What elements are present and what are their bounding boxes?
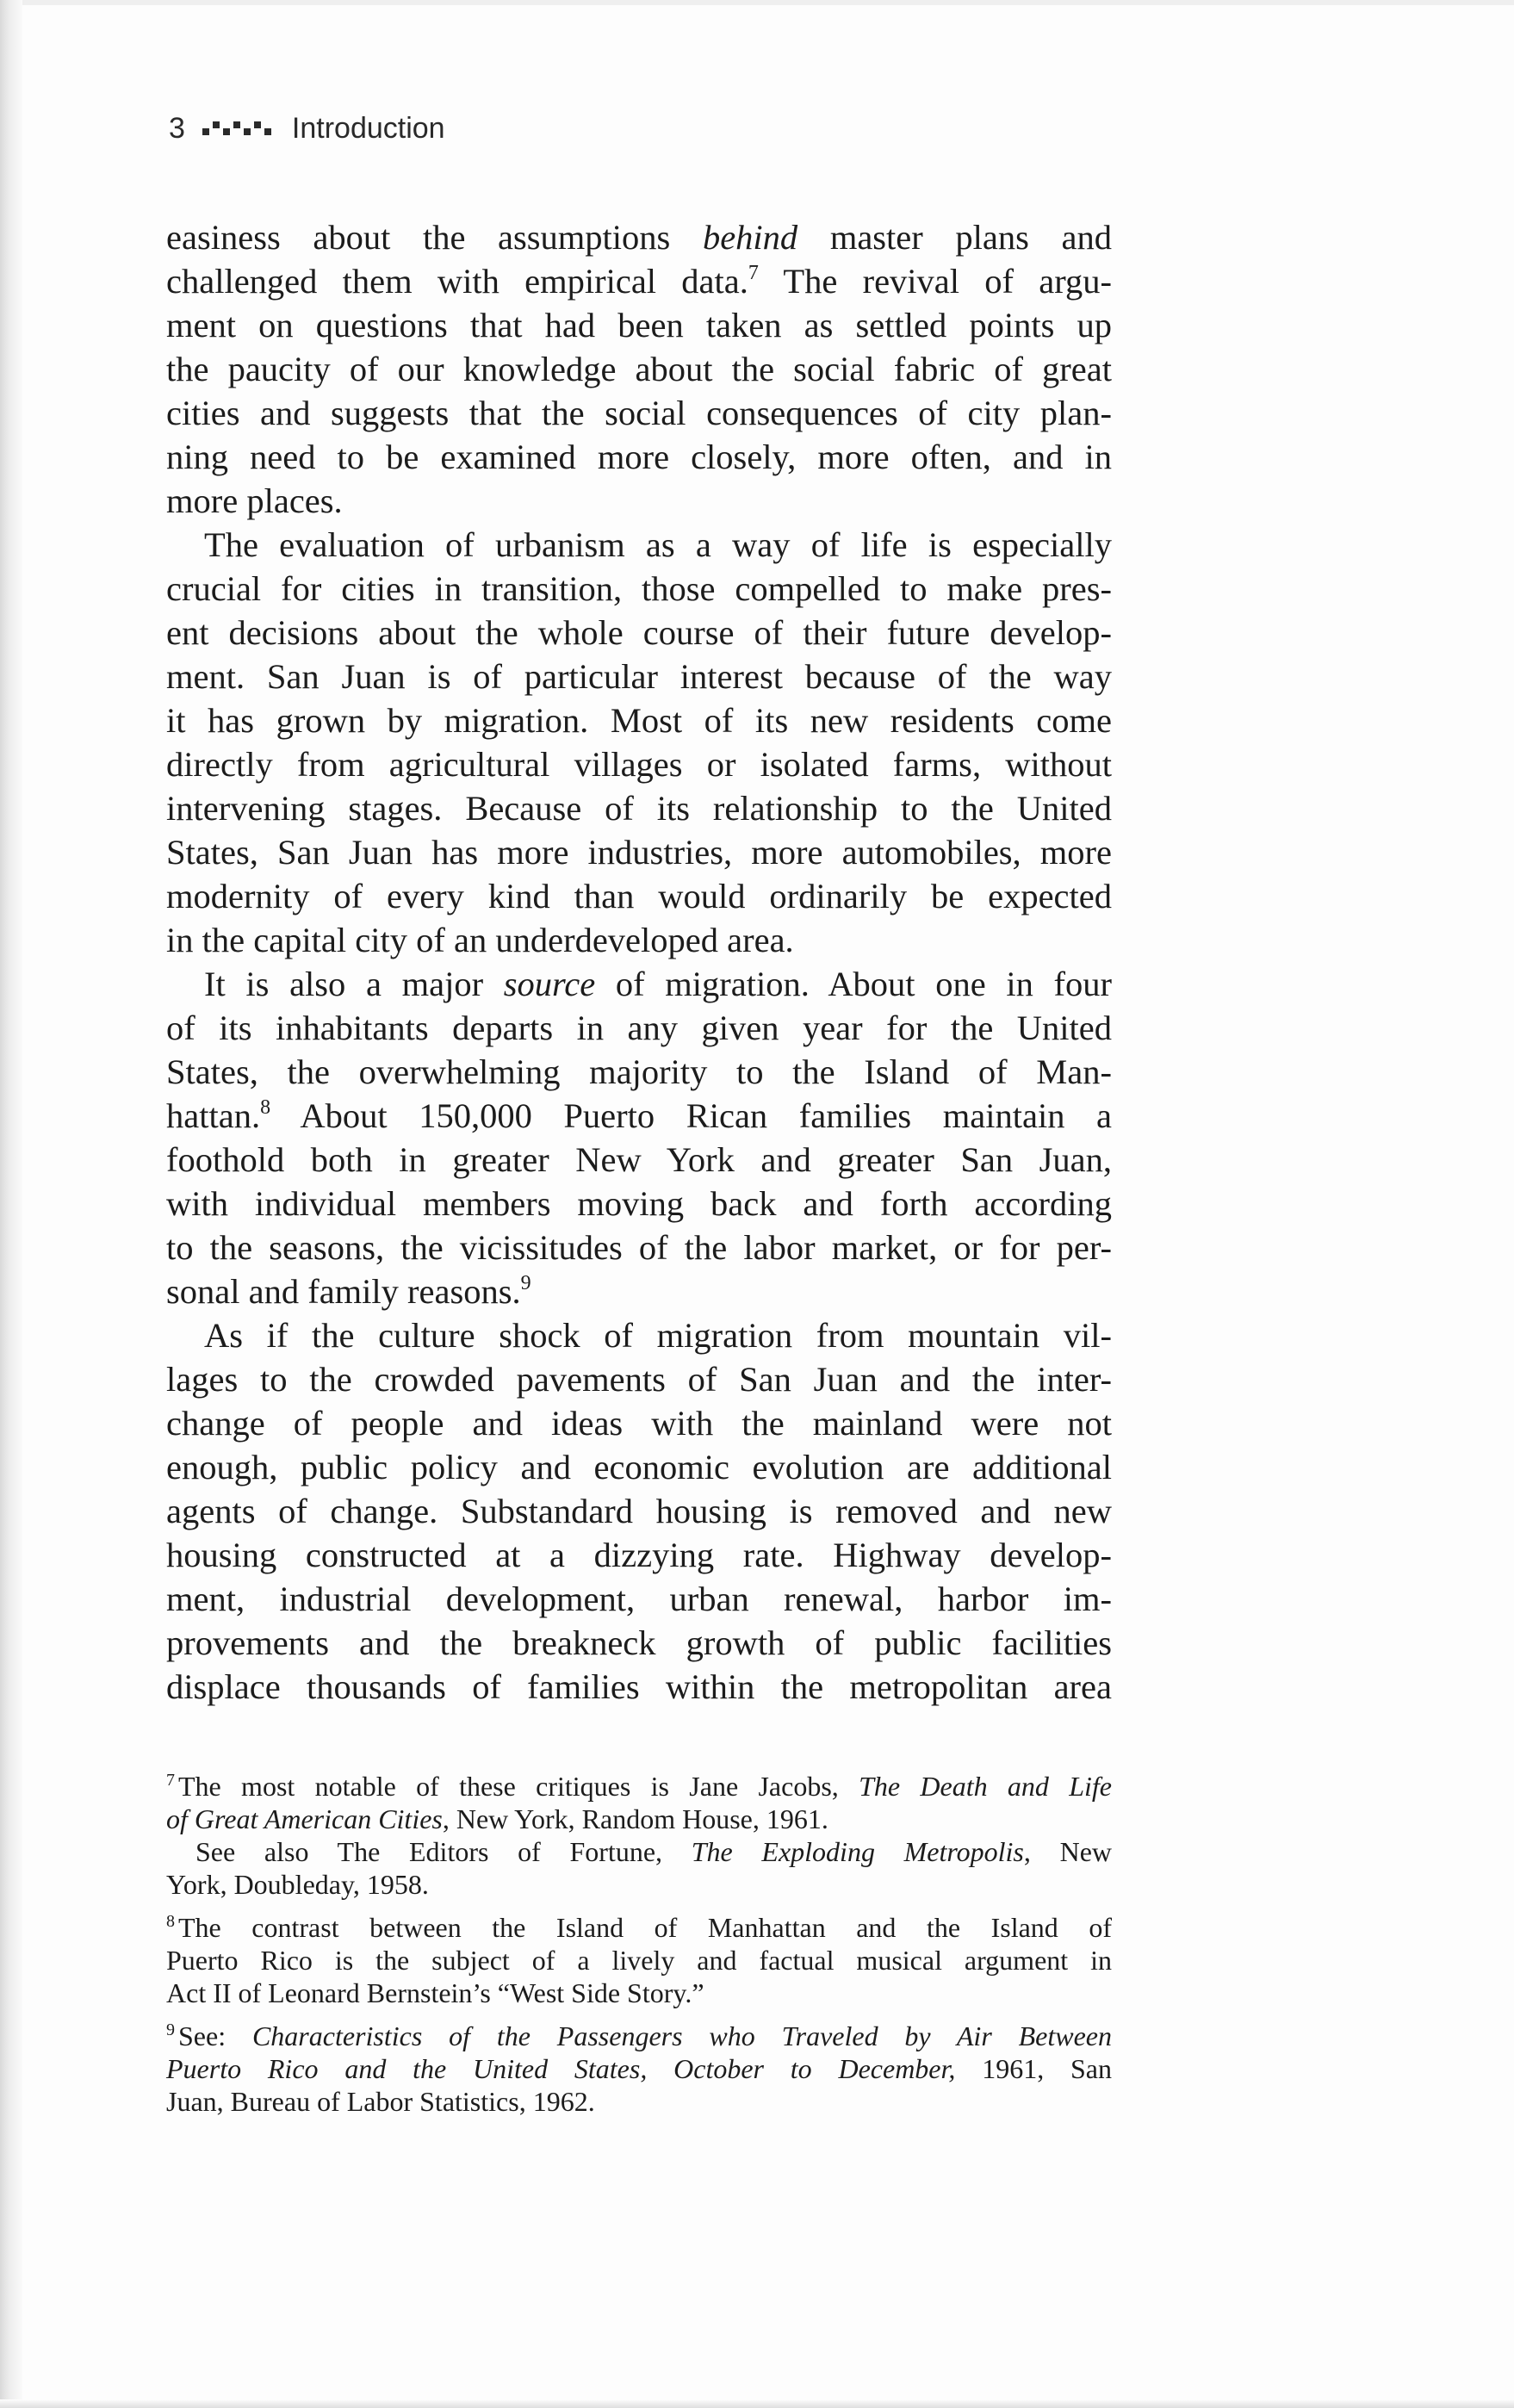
page-bottom-edge bbox=[0, 2399, 1514, 2408]
text-line: enough, public policy and economic evolution are additional bbox=[166, 1448, 1112, 1486]
text-line: ning need to be examined more closely, more often, and in bbox=[166, 438, 1112, 476]
text-line: agents of change. Substandard housing is removed and new bbox=[166, 1492, 1112, 1530]
footnote-8 bbox=[166, 1911, 1112, 2009]
text-line: ment on questions that had been taken as settled points up bbox=[166, 306, 1112, 344]
text-line: States, the overwhelming majority to the Island of Man- bbox=[166, 1052, 1112, 1091]
text-line: ment, industrial development, urban renewal, harbor im- bbox=[166, 1579, 1112, 1618]
text-line: ment. San Juan is of particular interest because of the way bbox=[166, 657, 1112, 696]
footnote-line: $^9$ See: Characteristics of the Passengers who Traveled by Air Between bbox=[166, 2020, 1112, 2051]
text-line: more places. bbox=[166, 481, 343, 520]
text-line: it has grown by migration. Most of its new residents come bbox=[166, 701, 1112, 740]
text-line: to the seasons, the vicissitudes of the labor market, or for per- bbox=[166, 1228, 1112, 1267]
text-line: crucial for cities in transition, those compelled to make pres- bbox=[166, 569, 1112, 608]
text-line: sonal and family reasons.$^9$ bbox=[166, 1272, 531, 1311]
page-top-edge bbox=[0, 0, 1514, 5]
text-line: directly from agricultural villages or isolated farms, without bbox=[166, 745, 1112, 784]
text-line: modernity of every kind than would ordinarily be expected bbox=[166, 877, 1112, 915]
text-line: of its inhabitants departs in any given year for the United bbox=[166, 1009, 1112, 1047]
text-line: challenged them with empirical data.$^7$ The revival of argu- bbox=[166, 262, 1112, 301]
footnote-line: York, Doubleday, 1958. bbox=[166, 1869, 429, 1900]
footnote-line: Puerto Rico and the United States, October to December, 1961, San bbox=[166, 2053, 1113, 2084]
page-number: 3 bbox=[169, 112, 185, 145]
footnote-line: of Great American Cities, New York, Random House, 1961. bbox=[166, 1803, 828, 1834]
text-line: As if the culture shock of migration from mountain vil- bbox=[204, 1316, 1112, 1355]
paragraph bbox=[166, 1313, 1112, 1709]
footnote-ref: 9 bbox=[520, 1272, 531, 1294]
text-line: in the capital city of an underdeveloped area. bbox=[166, 921, 794, 959]
footnote-line: See also The Editors of Fortune, The Exploding Metropolis, New bbox=[195, 1836, 1113, 1867]
text-line: ent decisions about the whole course of their future develop- bbox=[166, 613, 1112, 652]
footnote-7 bbox=[166, 1770, 1112, 1901]
footnote-line: $^8$ The contrast between the Island of Manhattan and the Island of bbox=[166, 1912, 1112, 1943]
text-line: States, San Juan has more industries, more automobiles, more bbox=[166, 833, 1112, 872]
text-line: the paucity of our knowledge about the social fabric of great bbox=[166, 350, 1112, 388]
text-line: lages to the crowded pavements of San Juan and the inter- bbox=[166, 1360, 1112, 1399]
page-left-edge bbox=[0, 0, 22, 2408]
text-line: with individual members moving back and forth according bbox=[166, 1184, 1112, 1223]
running-head bbox=[169, 112, 445, 146]
footnote-line: Puerto Rico is the subject of a lively and factual musical argument in bbox=[166, 1945, 1112, 1976]
paragraph bbox=[166, 215, 1112, 523]
text-line: housing constructed at a dizzying rate. Highway develop- bbox=[166, 1536, 1112, 1574]
text-line: provements and the breakneck growth of public facilities bbox=[166, 1623, 1112, 1662]
text-line: hattan.$^8$ About 150,000 Puerto Rican families maintain a bbox=[166, 1096, 1112, 1135]
text-line: It is also a major source of migration. About one in four bbox=[204, 965, 1112, 1003]
text-line: foothold both in greater New York and greater San Juan, bbox=[166, 1140, 1112, 1179]
section-title: Introduction bbox=[291, 112, 445, 145]
text-line: easiness about the assumptions behind master plans and bbox=[166, 218, 1112, 257]
footnote-line: $^7$ The most notable of these critiques is Jane Jacobs, The Death and Life bbox=[166, 1771, 1113, 1802]
text-line: intervening stages. Because of its relationship to the United bbox=[166, 789, 1112, 828]
footnote-9 bbox=[166, 2020, 1112, 2118]
text-line: The evaluation of urbanism as a way of life is especially bbox=[204, 525, 1112, 564]
footnote-ref: 8 bbox=[260, 1096, 271, 1119]
footnote-ref: 7 bbox=[748, 262, 759, 284]
text-line: displace thousands of families within the metropolitan area bbox=[166, 1667, 1112, 1706]
footnotes bbox=[166, 1770, 1112, 2128]
body-text bbox=[166, 215, 1112, 1709]
ornament-icon bbox=[202, 126, 275, 133]
paragraph bbox=[166, 962, 1112, 1313]
footnote-line: Juan, Bureau of Labor Statistics, 1962. bbox=[166, 2086, 595, 2117]
footnote-line: Act II of Leonard Bernstein’s “West Side Story.” bbox=[166, 1977, 704, 2008]
paragraph bbox=[166, 523, 1112, 962]
text-line: cities and suggests that the social consequences of city plan- bbox=[166, 394, 1112, 432]
text-line: change of people and ideas with the mainland were not bbox=[166, 1404, 1112, 1443]
